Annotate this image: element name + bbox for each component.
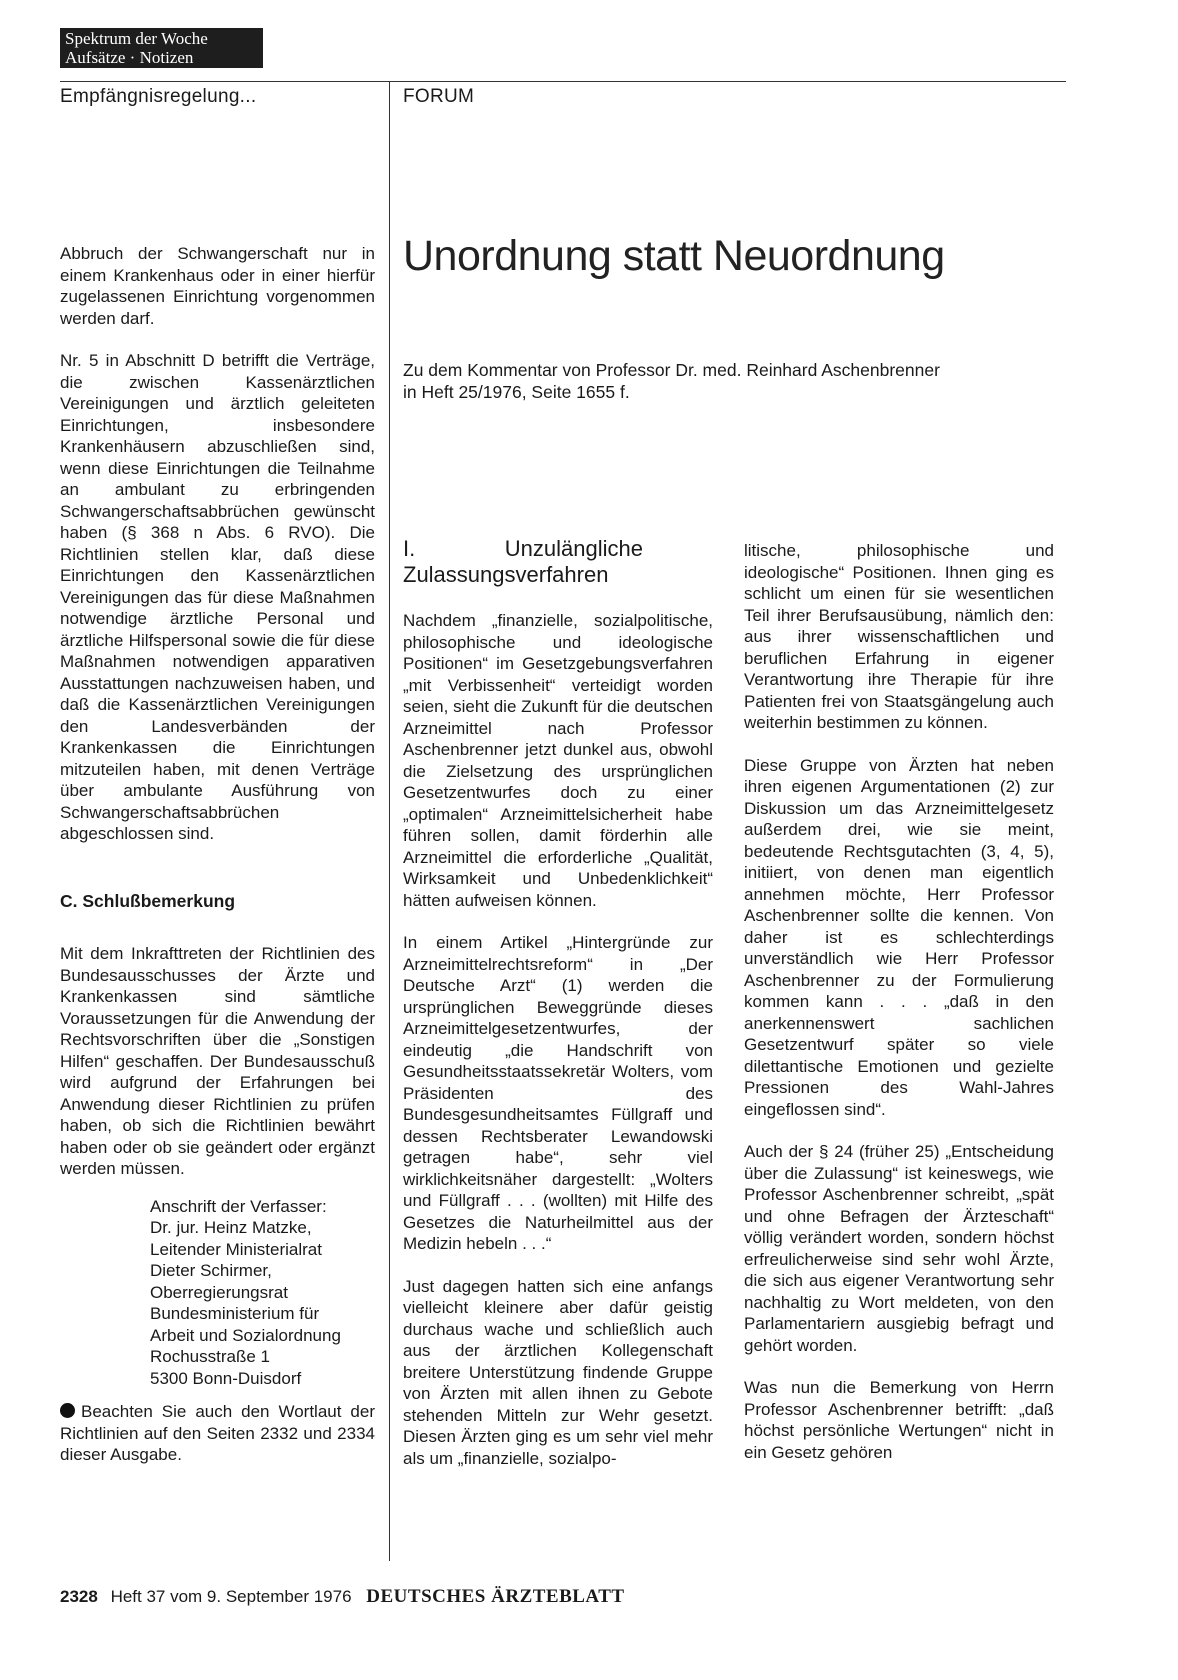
- rubric-line-2: Aufsätze · Notizen: [65, 48, 194, 67]
- address-line: Dr. jur. Heinz Matzke,: [150, 1218, 312, 1237]
- section-heading: C. Schlußbemerkung: [60, 890, 236, 911]
- paragraph: Diese Gruppe von Ärzten hat neben ihren eigenen Argumentationen (2) zur Diskussion um das Arzneimittelgesetz außerdem drei, wie sie meint, bedeutende Rechtsgutachten (3, 4, 5), initiiert, von denen man eigentlich annehmen möchte, Herr Professor Aschenbrenner sollte die kennen. Von daher ist es schlechterdings unverständlich wie Herr Professor Aschenbrenner zu der Formulierung kommen kann . . . „daß in den anerkennenswert sachlichen Gesetzentwurf später so viele dilettantische Emotionen und gezielte Pressionen des Wahl-Jahres eingeflossen sind“.: [744, 755, 1054, 1119]
- paragraph: Nachdem „finanzielle, sozialpolitische, philosophische und ideologische Positionen“ im Gesetzgebungsverfahren „mit Verbissenheit“ verteidigt worden seien, sieht die Zukunft für die deutschen Arzneimittel nach Professor Aschenbrenner jetzt dunkel aus, obwohl die Zielsetzung des ursprünglichen Gesetzentwurfes doch zu einer „optimalen“ Arzneimittelsicherheit habe führen sollen, damit förderhin alle Arzneimittel die erforderliche „Qualität, Wirksamkeit und Unbedenklichkeit“ hätten aufweisen können.: [403, 611, 713, 910]
- paragraph: In einem Artikel „Hintergründe zur Arzneimittelrechtsreform“ in „Der Deutsche Arzt“ (1) werden die ursprünglichen Beweggründe dieses Arzneimittelgesetzentwurfes, der eindeutig „die Handschrift von Gesundheitsstaatssekretär Wolters, vom Präsidenten des Bundesgesundheitsamtes Füllgraff und dessen Rechtsberater Lewandowski getragen habe“, sehr viel wirklichkeitsnäher dargestellt: „Wolters und Füllgraff . . . (wollten) mit Hilfe des Gesetzes die Naturheilmittel aus der Medizin hebeln . . .“: [403, 933, 713, 1253]
- note-text: Beachten Sie auch den Wortlaut der Richtlinien auf den Seiten 2332 und 2334 dieser Ausgabe.: [60, 1402, 375, 1464]
- article-intro: [403, 359, 1053, 403]
- column-divider: [389, 81, 390, 1561]
- left-column: [60, 243, 375, 1487]
- right-column: [744, 540, 1054, 1484]
- paragraph: Abbruch der Schwangerschaft nur in einem Krankenhaus oder in einer hierfür zugelassenen Einrichtung vorgenommen werden darf.: [60, 244, 375, 328]
- paragraph: Auch der § 24 (früher 25) „Entscheidung über die Zulassung“ ist keineswegs, wie Professor Aschenbrenner schreibt, „spät und ohne Befragen der Ärzteschaft“ völlig verändert worden, sondern höchst erfreulicherweise sind sehr wohl Ärzte, die sich aus eigener Verantwortung sehr nachhaltig zu Wort meldeten, von den Parlamentariern ausgiebig befragt und gehört worden.: [744, 1142, 1054, 1355]
- intro-line-1: Zu dem Kommentar von Professor Dr. med. Reinhard Aschenbrenner: [403, 360, 940, 380]
- middle-column: [403, 536, 713, 1490]
- paragraph: Nr. 5 in Abschnitt D betrifft die Verträge, die zwischen Kassenärztlichen Vereinigungen und ärztlich geleiteten Einrichtungen, insbesondere Krankenhäusern abzuschließen sind, wenn diese Einrichtungen die Teilnahme an ambulant zu erbringenden Schwangerschaftsabbrüchen gewünscht haben (§ 368 n Abs. 6 RVO). Die Richtlinien stellen klar, daß diese Einrichtungen den Kassenärztlichen Vereinigungen das für diese Maßnahmen notwendige ärztliche Personal und ärztliche Hilfspersonal sowie die für diese Maßnahmen notwendigen apparativen Ausstattungen nachzuweisen haben, und daß die Kassenärztlichen Vereinigungen den Landesverbänden der Krankenkassen die Einrichtungen mitzuteilen haben, mit denen Verträge über ambulante Ausführung von Schwangerschaftsabbrüchen abgeschlossen sind.: [60, 351, 375, 843]
- address-line: 5300 Bonn-Duisdorf: [150, 1368, 302, 1388]
- address-line: Rochusstraße 1: [150, 1347, 270, 1366]
- cross-reference-note: [60, 1401, 375, 1466]
- paragraph: Just dagegen hatten sich eine anfangs vielleicht kleinere aber dafür geistig durchaus wache und schließlich auch aus der ärztlichen Kollegenschaft breitere Unterstützung findende Gruppe von Ärzten mit allen ihnen zu Gebote stehenden Mitteln zur Wehr gesetzt. Diesen Ärzten ging es um sehr viel mehr als um „finanzielle, sozialpo-: [403, 1276, 713, 1468]
- address-line: Dieter Schirmer,: [150, 1261, 272, 1280]
- intro-line-2: in Heft 25/1976, Seite 1655 f.: [403, 382, 630, 402]
- paragraph: Mit dem Inkrafttreten der Richtlinien des Bundesausschusses der Ärzte und Krankenkassen sind sämtliche Voraussetzungen für die Anwendung der Rechtsvorschriften über die „Sonstigen Hilfen“ geschaffen. Der Bundesausschuß wird aufgrund der Erfahrungen bei Anwendung dieser Richtlinien zu prüfen haben, ob sich die Richtlinien bewährt haben oder ob sie geändert oder ergänzt werden müssen.: [60, 944, 375, 1178]
- subsection-heading: I. Unzulängliche Zulassungsverfahren: [403, 536, 643, 587]
- right-section-header: FORUM: [403, 86, 475, 107]
- paragraph: Was nun die Bemerkung von Herrn Professor Aschenbrenner betrifft: „daß höchst persönliche Wertungen“ nicht in ein Gesetz gehören: [744, 1378, 1054, 1462]
- address-line: Oberregierungsrat: [150, 1282, 288, 1302]
- header-rule: [60, 81, 1066, 82]
- bullet-icon: [60, 1403, 75, 1418]
- article-title: Unordnung statt Neuordnung: [403, 232, 945, 280]
- address-line: Anschrift der Verfasser:: [150, 1196, 327, 1216]
- paragraph: litische, philosophische und ideologische“ Positionen. Ihnen ging es schlicht um einen für sie wesentlichen Teil ihrer Berufsausübung, nämlich den: aus ihrer wissenschaftlichen und beruflichen Erfahrung in eigener Verantwortung ihre Therapie für ihre Patienten frei von Staatsgängelung auch weiterhin bestimmen zu können.: [744, 541, 1054, 732]
- left-section-header: Empfängnisregelung...: [60, 86, 257, 107]
- rubric-line-1: Spektrum der Woche: [65, 29, 208, 48]
- author-address: [150, 1196, 375, 1390]
- address-line: Leitender Ministerialrat: [150, 1239, 322, 1259]
- issue-info: Heft 37 vom 9. September 1976: [110, 1587, 352, 1606]
- page-number: 2328: [60, 1587, 98, 1606]
- publication-masthead: DEUTSCHES ÄRZTEBLATT: [366, 1586, 625, 1607]
- address-line: Arbeit und Sozialordnung: [150, 1325, 341, 1345]
- address-line: Bundesministerium für: [150, 1304, 320, 1323]
- rubric-box: [60, 28, 263, 68]
- page-footer: [60, 1586, 625, 1608]
